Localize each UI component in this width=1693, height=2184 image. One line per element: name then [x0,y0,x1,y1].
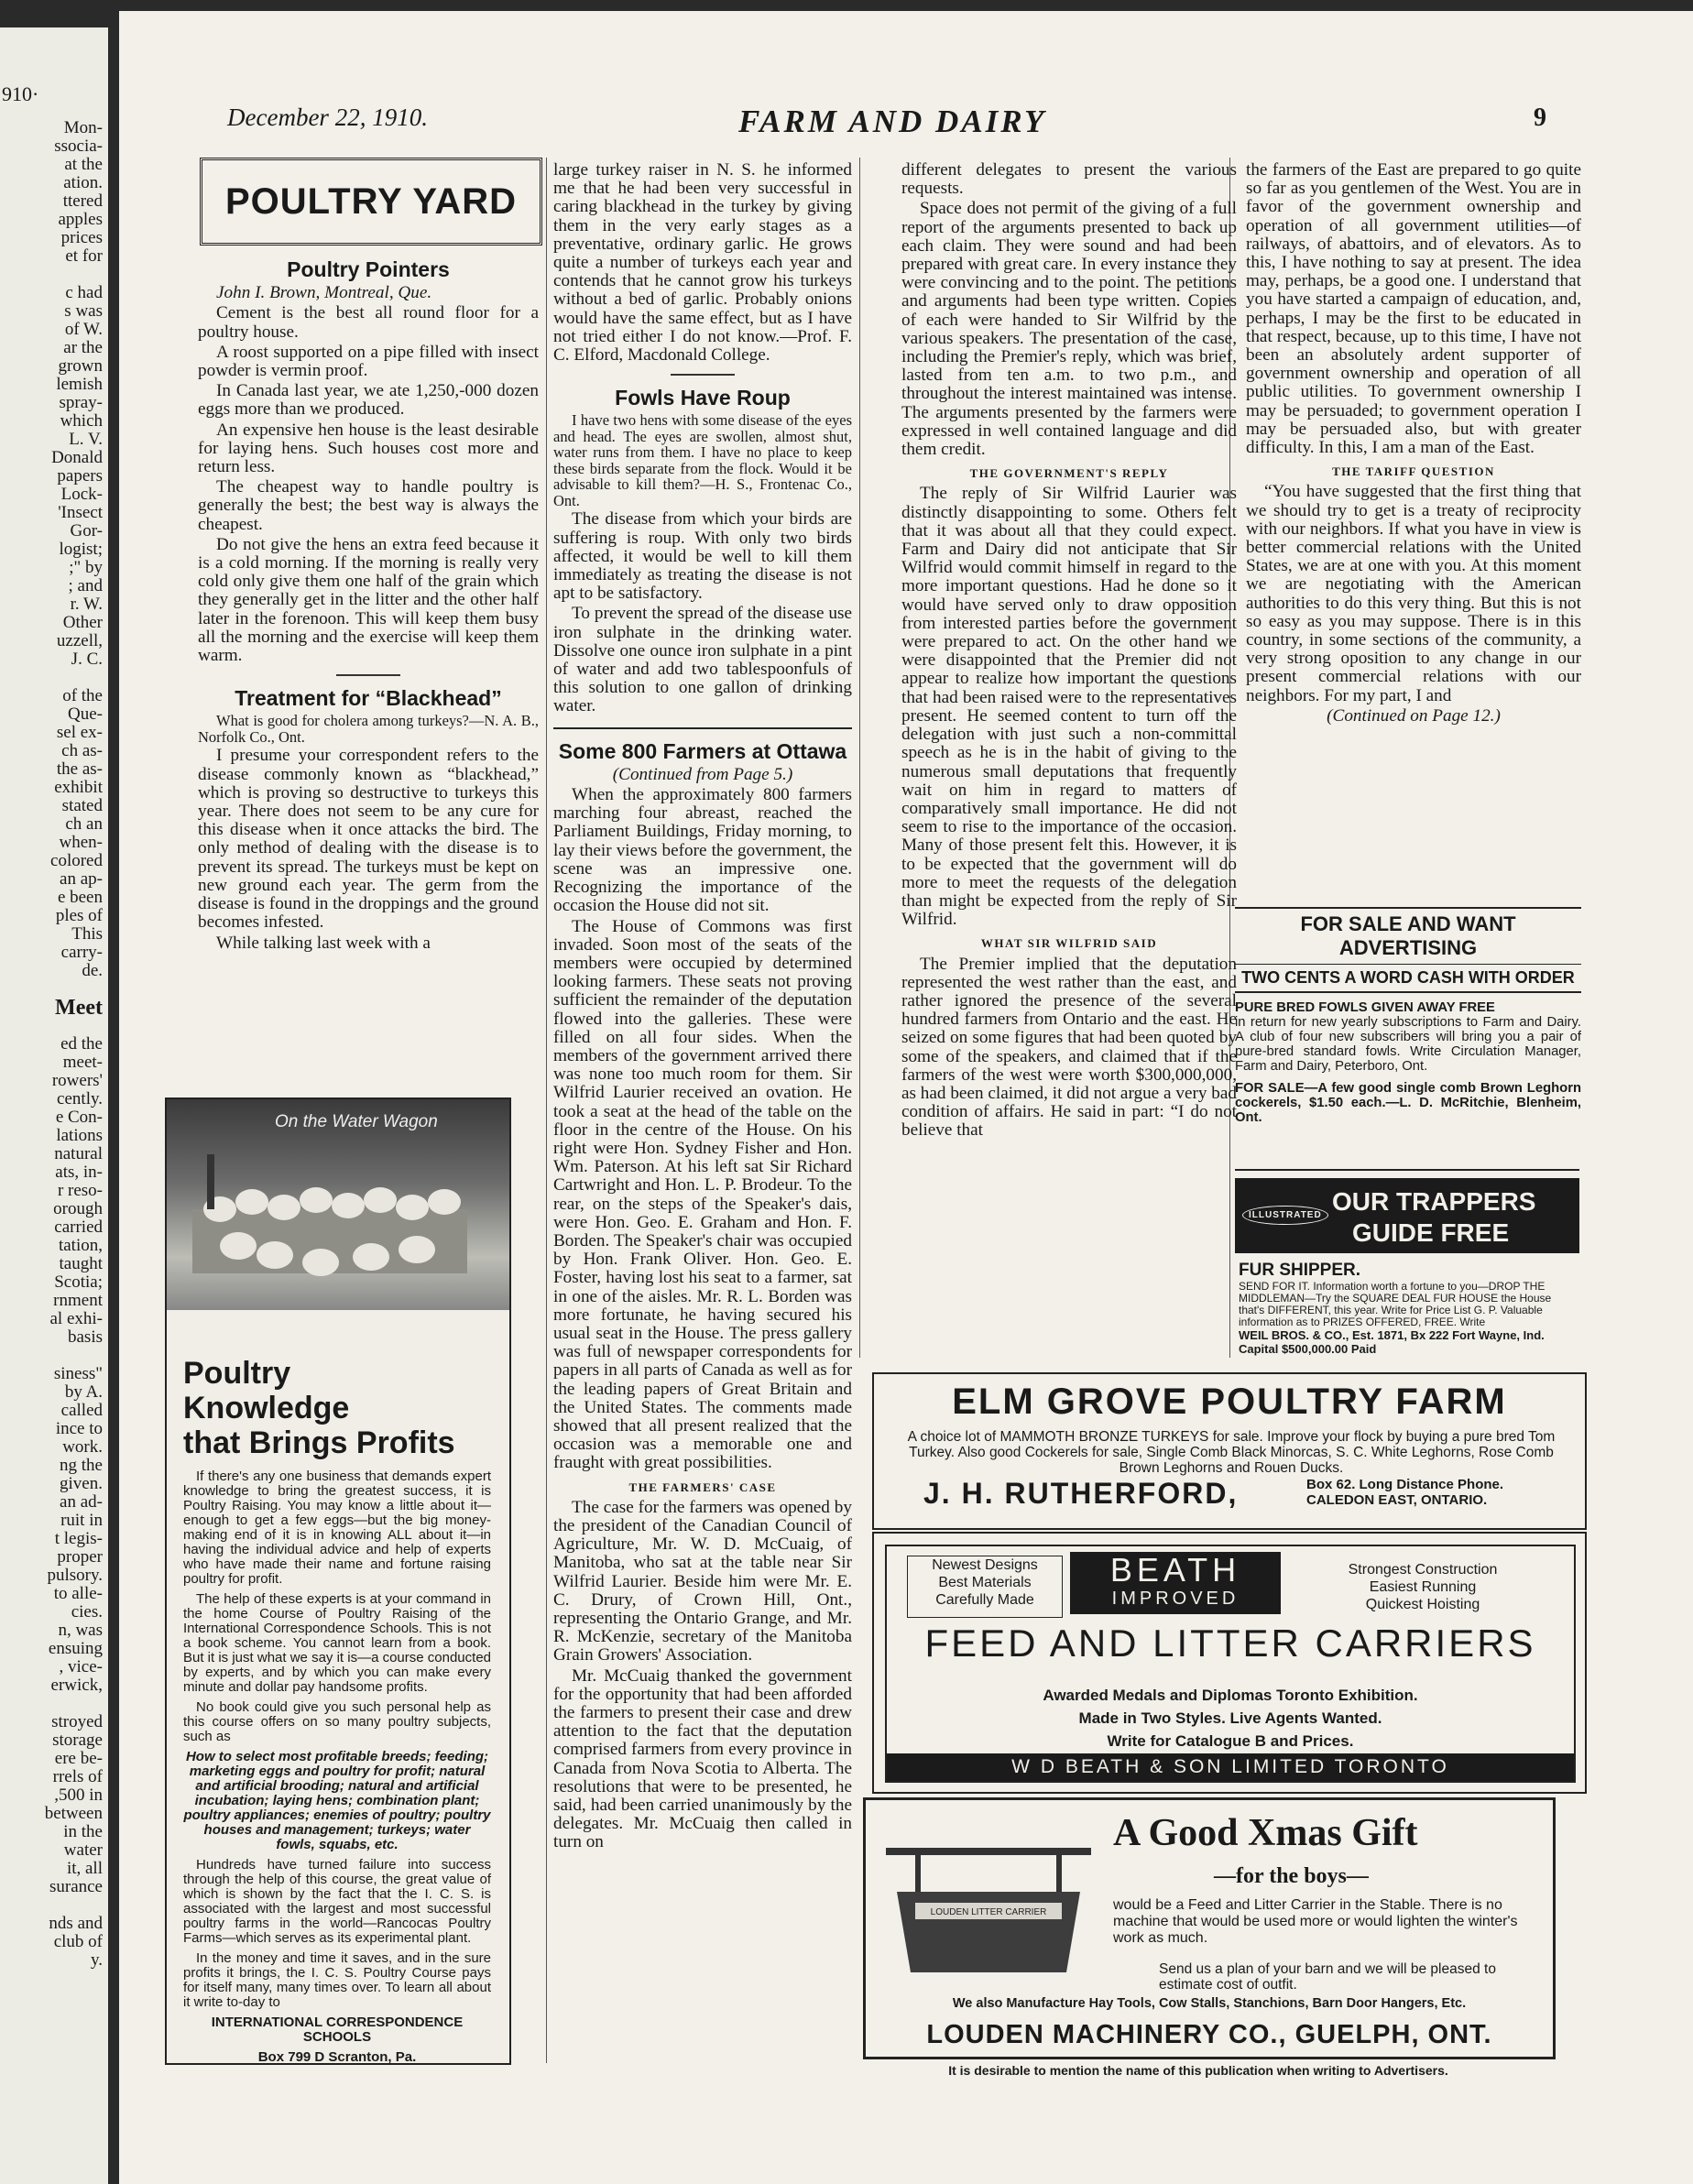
previous-page-line: in the [63,1822,103,1841]
paragraph: The disease from which your birds are suffering is roup. With only two birds affected, it would be well to kill them immediately as treating the disease is not apt to be satisfactory. [553,509,852,604]
previous-page-line: , vice- [59,1657,103,1676]
louden-also: We also Manufacture Hay Tools, Cow Stalls, Stanchions, Barn Door Hangers, Etc. [952,1996,1467,2011]
previous-page-line: Gor- [70,521,103,541]
beath-brand: BEATH [1109,1551,1241,1589]
paragraph: The cheapest way to handle poultry is generally the best; the best way is always the cheapest. [198,477,539,534]
feature: Newest Designs [932,1557,1038,1573]
advertiser-note: It is desirable to mention the name of this publication when writing to Advertisers. [948,2063,1448,2078]
paragraph: Mr. McCuaig thanked the government for the opportunity that had been afforded the farmers to present their case and drew attention to the fact that the deputation comprised farmers from every province in Canada from Nova Scotia to Alberta. The resolutions that were to be presented, he said, had been carried unanimously by the delegates. Mr. McCuaig then called in turn on [553,1665,852,1852]
previous-page-line: to alle- [53,1584,103,1603]
paragraph: The reply of Sir Wilfrid Laurier was distinctly disappointing to some. Others felt that it was about all that they could expect. Farm and Dairy did not anticipate that Sir Wilfrid would commit himself in regard to the more important questions. Had he done so it would have served only to draw opposition from interested parties before the government were prepared to act. On the other hand we were disappointed that the Premier did not appear to realize how important the questions that had been raised were to the representatives present. He seemed content to turn off the delegation with just such a non-committal speech as he is in the habit of giving to the numerous small deputations that frequently wait on him in regard to matters of comparatively small importance. He did not seem to rise to the importance of the occasion. Many of those present felt this. However, it is to be expected that the government will do more to meet the requests of the delegation than might be expected from the reply of Sir Wilfrid. [901,484,1237,930]
previous-page-line: exhibit [54,778,103,797]
section-divider [553,727,852,729]
previous-page-line [0,1017,103,1035]
paragraph: The case for the farmers was opened by the president of the Canadian Council of Agriculture, Mr. W. D. McCuaig, of Manitoba, who sat at the table near Sir Wilfrid Laurier. Beside him were Mr. E. C. Drury, of Crown Hill, Ont., representing the Ontario Grange, and Mr. R. McKenzie, secretary of the Manitoba Grain Growers' Association. [553,1497,852,1665]
trappers-guide-ad [1235,1169,1579,1354]
address-line: CALEDON EAST, ONTARIO. [1306,1492,1488,1508]
paragraph: Cement is the best all round floor for a poultry house. [198,303,539,342]
page-header [227,96,1565,142]
previous-page-line: Donald [51,448,103,467]
previous-page-line: s was [64,301,103,321]
previous-page-line: ,500 in [54,1785,103,1805]
weil-name: WEIL BROS. & CO., Est. 1871, Bx 222 Fort Wayne, Ind. [1239,1328,1545,1342]
louden-company: LOUDEN MACHINERY CO., GUELPH, ONT. [926,2020,1492,2049]
previous-page-line: ;" by [69,558,103,577]
previous-page-line: uzzell, [56,631,103,650]
litter-carrier-illustration [879,1844,1098,1982]
previous-page-line: Mon- [63,118,103,137]
previous-page-line: 'Insect [58,503,103,522]
previous-page-line: stated [61,796,103,815]
paragraph: Space does not permit of the giving of a full report of the arguments presented to back up each claim. They were sound and had been prepared with great care. In every instance they were convincing and to the point. The petitions and arguments had been type written. Copies of each were handed to Sir Wilfrid by the various speakers. The presentation of the case, including the Premier's reply, which was brief, lasted from ten a.m. to two p.m., and throughout the interest maintained was intense. The arguments presented by the farmers were expressed in well contained language and did them credit. [901,199,1237,460]
blackhead-question: What is good for cholera among turkeys?—N. A. B., Norfolk Co., Ont. [198,712,539,746]
previous-page-line: n, was [58,1621,103,1640]
award-line: Write for Catalogue B and Prices. [1107,1732,1354,1750]
paragraph: No book could give you such personal help as this course offers on so many poultry subjects, such as [183,1699,491,1744]
previous-page-line: rnment [53,1291,103,1310]
previous-page-line: lemish [56,375,103,394]
paragraph: While talking last week with a [216,933,431,953]
trappers-banner [1235,1178,1579,1253]
roup-question: I have two hens with some disease of the eyes and head. The eyes are swollen, almost shut, water runs from them. I have no place to keep these birds separate from the flock. Would it be advisable to kill them?—H. S., Frontenac Co., Ont. [553,411,852,509]
previous-page-line: tation, [58,1236,103,1255]
ad-title: PURE BRED FOWLS GIVEN AWAY FREE [1235,1000,1495,1015]
wilfrid-said-head: WHAT SIR WILFRID SAID [980,936,1158,951]
previous-page-line: by A. [64,1382,103,1402]
previous-page-line: ch an [65,814,103,834]
previous-page-line: rowers' [51,1071,103,1090]
previous-page-line: an ap- [60,869,103,889]
previous-page-line: ats, in- [55,1163,103,1182]
previous-page-line: spray- [59,393,103,412]
louden-headline: A Good Xmas Gift [1113,1812,1418,1854]
issue-date: December 22, 1910. [227,104,428,131]
previous-page-line: when- [59,833,103,852]
previous-page-line: ch as- [61,741,103,760]
continued-note: (Continued on Page 12.) [1327,705,1501,726]
paragraph: An expensive hen house is the least desirable for laying hens. Such houses cost more and return less. [198,420,539,477]
previous-page-line: ssocia- [54,136,103,156]
previous-page-line [0,1347,103,1365]
previous-page-line: pulsory. [47,1566,103,1585]
previous-page-line: L. V. [69,430,103,449]
section-divider [671,374,735,376]
previous-page-line: t legis- [54,1529,103,1548]
classified-ad: FOR SALE—A few good single comb Brown Leghorn cockerels, $1.50 each.—L. D. McRitchie, Blenheim, Ont. [1235,1081,1581,1125]
beath-features-left [907,1556,1063,1618]
paragraph: The help of these experts is at your command in the home Course of Poultry Raising of the International Correspondence Schools. This is not a book scheme. You cannot learn from a book. But it is just what we say it is—a course conducted by experts, and by which you can make every minute and dollar pay handsome profits. [183,1591,491,1695]
previous-page-line: lations [56,1126,103,1145]
previous-page-line: water [63,1840,103,1860]
elm-grove-address [1306,1477,1503,1508]
feature: Quickest Hoisting [1365,1597,1480,1612]
previous-page-line: ensuing [48,1639,103,1658]
previous-page-line: J. C. [71,650,103,669]
paragraph: The House of Commons was first invaded. Soon most of the seats of the members were occupied by determined looking farmers. These seats not proving sufficient the remainder of the deputation flowed into the galleries. These were filled on all four sides. When the members of the government arrived there was none too much room for them. Sir Wilfrid Laurier received an ovation. He took a seat at the head of the table on the floor in the centre of the House. On his right were Hon. Sydney Fisher and Hon. Wm. Paterson. At his left sat Sir Richard Cartwright and Hon. L. P. Brodeur. To the rear, on the steps of the Speaker's dais, were Hon. Geo. E. Graham and Hon. F. Borden. The Speaker's chair was occupied by Hon. Frank Oliver. Hon. Geo. E. Foster, having lost his seat to a farmer, sat in one of the aisles. Mr. R. L. Borden was more fortunate, he having secured his usual seat in the House. The press gallery was full of newspaper correspondents for papers in all parts of Canada as well as for the leading papers of Great Britain and the United States. The comments made showed that all present realized that the occasion was a memorable one and fraught with great possibilities. [553,916,852,1473]
beath-company: W D BEATH & SON LIMITED TORONTO [887,1753,1574,1781]
previous-page-line: the as- [56,759,103,779]
previous-page-line: Scotia; [54,1272,103,1292]
previous-page-line: ation. [63,173,103,192]
previous-page-line: orough [53,1199,103,1218]
page-number: 9 [1534,104,1546,132]
previous-page-line: ince to [55,1419,103,1438]
previous-page-line [0,1695,103,1713]
paragraph: A roost supported on a pipe filled with insect powder is vermin proof. [198,342,539,381]
previous-page-line: called [60,1401,103,1420]
column-1 [198,253,539,955]
previous-page-line: Que- [68,704,103,724]
previous-page-line [0,669,103,687]
ad-text: in return for new yearly subscriptions to Farm and Dairy. A club of four new subscribers will bring you a pair of pure-bred standard fowls. Write Circulation Manager, Farm and Dairy, Peterboro, Ont. [1235,1015,1581,1074]
ics-poultry-ad [165,1097,511,2065]
paragraph: Do not give the hens an extra feed because it is a cold morning. If the morning is really very cold only give them one half of the grain which they generally get in the litter and the other half later in the forenoon. This will keep them busy all the morning and the exercise will keep them warm. [198,534,539,666]
classified-rate: TWO CENTS A WORD CASH WITH ORDER [1235,965,1581,993]
water-wagon-photo [167,1099,509,1310]
headline-line: Knowledge [183,1391,350,1425]
fur-shipper: FUR SHIPPER. [1239,1261,1361,1280]
award-line: Made in Two Styles. Live Agents Wanted. [1078,1709,1382,1727]
previous-page-edge [0,27,108,2184]
photo-caption: On the Water Wagon [275,1112,438,1131]
previous-page-line: of W. [64,320,103,339]
previous-page-line: work. [62,1437,103,1457]
previous-page-line: ples of [55,906,103,925]
paragraph: If there's any one business that demands expert knowledge to bring the greatest success, it is Poultry Raising. You may know a little about it—enough to get a few eggs—but the big money-making end of it is in knowing ALL about it—in having the individual advice and help of experts who have made their name and fortune raising poultry for profit. [183,1469,491,1587]
previous-page-line: nds and [49,1914,103,1933]
hens-illustration [183,1154,486,1292]
paragraph: When the approximately 800 farmers marching four abreast, reached the Parliament Buildings, Friday morning, to lay their views before the government, the scene was an impressive one. Recognizing the importance of the occasion the House did not sit. [553,785,852,916]
paragraph: different delegates to present the various requests. [901,160,1237,199]
previous-page-line: Lock- [60,485,103,504]
section-divider [336,674,400,676]
elm-grove-ad [872,1372,1587,1530]
headline-line: Poultry [183,1356,291,1391]
previous-page-line: al exhi- [49,1309,103,1328]
beath-product: FEED AND LITTER CARRIERS [924,1622,1536,1665]
previous-page-line [0,266,103,284]
headline-line: that Brings Profits [183,1425,455,1460]
previous-page-line: ruit in [60,1511,103,1530]
trappers-line: OUR TRAPPERS [1332,1187,1536,1216]
previous-page-line: papers [57,466,103,486]
blackhead-title: Treatment for “Blackhead” [235,686,502,711]
previous-page-line: cently. [57,1089,103,1108]
course-subjects: How to select most profitable breeds; feeding; marketing eggs and poultry for profit; natural and artificial brooding; natural and artificial incubation; laying hens; combination plant; poultry appliances; enemies of poultry; poultry houses and management; turkeys; water fowls, squabs, etc. [183,1749,491,1852]
elm-grove-desc: A choice lot of MAMMOTH BRONZE TURKEYS for sale. Improve your flock by buying a pure bred Tom Turkey. Also good Cockerels for sale, Single Comb Black Minorcas, S. C. White Leghorns, Rose Comb Brown Leghorns and Rouen Ducks. [907,1429,1556,1476]
feature: Best Materials [938,1575,1032,1590]
previous-page-line: This [71,924,103,944]
beath-brand-box [1070,1552,1281,1614]
elm-grove-title: ELM GROVE POULTRY FARM [952,1381,1507,1422]
previous-page-line: erwick, [50,1676,103,1695]
previous-page-line: carry- [60,943,103,962]
paragraph: large turkey raiser in N. S. he informed me that he had been very successful in caring blackhead in the turkey by giving them in the very early stages as a preventative, ordinary garlic. He grows quite a number of turkeys each year and contends that he cannot grow his turkeys without a bed of garlic. Probably onions would have the same effect, but as I have not tried either I do not know.—Prof. F. C. Elford, Macdonald College. [553,160,852,366]
address-line: Box 62. Long Distance Phone. [1306,1477,1504,1492]
previous-page-line: ttered [62,191,103,211]
beath-features-right [1290,1561,1556,1613]
column-rule [859,158,860,1358]
farmers-case-head: THE FARMERS' CASE [628,1480,777,1494]
paragraph: the farmers of the East are prepared to go quite so far as you gentlemen of the West. You are in favor of the government ownership and operation of all government utilities—of railways, of abattoirs, and of elevators. As to this, I have nothing to say at present. The idea may, perhaps, be a good one. I understand that you have started a campaign of education, and, perhaps, I may be the first to be educated in that respect, because, up to this time, I have not been an absolutely ardent supporter of government ownership and operation of all public utilities. To government ownership I may be persuaded; to government operation I may be persuaded also, but with greater difficulty. In this, I am a man of the East. [1246,160,1581,458]
previous-page-line: given. [60,1474,103,1493]
previous-page-line: Other [62,613,103,632]
previous-page-line: at the [64,155,103,174]
previous-page-text [0,119,103,1970]
paragraph: Hundreds have turned failure into success through the help of this course, the great value of which is shown by the fact that the I. C. S. is associated with the largest and most successful poultry farms in the world—Rancocas Poultry Farms—which serves as its experimental plant. [183,1857,491,1946]
previous-page-number: 910· [2,82,39,105]
previous-page-line: ar the [63,338,103,357]
previous-page-line: which [60,411,103,431]
previous-page-line: e been [57,888,103,907]
previous-page-line: ed the [60,1034,103,1054]
column-2 [553,161,852,1854]
ottawa-title: Some 800 Farmers at Ottawa [558,738,847,763]
fur-text: SEND FOR IT. Information worth a fortune to you—DROP THE MIDDLEMAN—Try the SQUARE DEAL FUR HOUSE the House that's DIFFERENT, this year. Write for Price List G. P. Valuable information as to PRIZES OFFERED, FREE. Write [1239,1280,1552,1328]
paragraph: In the money and time it saves, and in the sure profits it brings, the I. C. S. Poultry Course pays for itself many, many times over. To learn all about it write to-day to [183,1950,491,2010]
beath-awards [887,1684,1574,1753]
beath-improved: IMPROVED [1111,1589,1240,1609]
previous-page-line: it, all [66,1859,103,1878]
poultry-yard-title: POULTRY YARD [225,180,517,222]
paragraph: In Canada last year, we ate 1,250,-000 dozen eggs more than we produced. [198,381,539,420]
previous-page-line: siness" [53,1364,103,1383]
previous-page-line: taught [59,1254,103,1273]
poultry-pointers-title: Poultry Pointers [287,257,450,281]
previous-page-line: an ad- [60,1492,103,1512]
ics-address: Box 799 D Scranton, Pa. [257,2049,417,2065]
previous-page-line: c had [65,283,103,302]
previous-page-line: club of [53,1932,103,1951]
classified-ad [1235,1000,1581,1074]
elm-grove-owner: J. H. RUTHERFORD, [923,1477,1239,1510]
previous-page-line: rrels of [52,1767,103,1786]
cart-label: LOUDEN LITTER CARRIER [930,1907,1047,1917]
ics-headline [183,1356,455,1460]
previous-page-line: of the [62,686,103,705]
previous-page-line: Meet [55,996,103,1020]
paragraph: To prevent the spread of the disease use iron sulphate in the drinking water. Dissolve one ounce iron sulphate in a pint of water and add two tablespoonfuls of this solution to one gallon of drinking water. [553,604,852,716]
louden-subhead: —for the boys— [1214,1864,1369,1888]
feature: Easiest Running [1369,1579,1477,1595]
paper-name: FARM AND DAIRY [738,104,1047,139]
louden-text: Send us a plan of your barn and we will be pleased to estimate cost of outfit. [1159,1961,1496,1993]
previous-page-line: ; and [68,576,103,595]
paragraph: I presume your correspondent refers to the disease commonly known as “blackhead,” which is proving so destructive to turkeys this year. There does not seem to be any cure for this disease when it once attacks the bird. The only method of dealing with the disease is to prevent its spread. The turkeys must be kept on new ground each year. The germ from the disease is found in the droppings and the ground becomes infested. [198,746,539,933]
government-reply-head: THE GOVERNMENT'S REPLY [969,466,1169,481]
previous-page-line: between [44,1804,103,1823]
previous-page-line: et for [65,246,103,266]
previous-page-line: cies. [71,1602,103,1622]
roup-title: Fowls Have Roup [615,386,791,410]
previous-page-line: sel ex- [56,723,103,742]
previous-page-line: carried [54,1218,103,1237]
paragraph: The Premier implied that the deputation represented the west rather than the east, and rather ignored the presence of the several hundred farmers from Ontario and the east. He seized on some figures that had been quoted by some of the speakers, and claimed that if the farmers of the west were worth $300,000,000, as had been claimed, it did not argue a very bad condition of affairs. He said in part: “I do not believe that [901,954,1237,1141]
previous-page-line: prices [60,228,103,247]
classified-title: FOR SALE AND WANT ADVERTISING [1235,907,1581,965]
previous-page-line: de. [82,961,103,980]
column-3 [901,161,1237,1142]
award-line: Awarded Medals and Diplomas Toronto Exhibition. [1043,1687,1418,1704]
poultry-yard-banner [200,158,542,246]
previous-page-line: ng the [60,1456,103,1475]
ics-body [183,1469,491,2065]
beath-carriers-ad [872,1532,1587,1794]
beath-frame [885,1545,1576,1783]
previous-page-line [0,1896,103,1915]
weil-capital: Capital $500,000.00 Paid [1239,1342,1377,1356]
previous-page-line: y. [90,1950,103,1970]
previous-page-line: basis [68,1327,103,1347]
previous-page-line: logist; [59,540,103,559]
ottawa-continued: (Continued from Page 5.) [612,764,793,784]
previous-page-line: r reso- [57,1181,103,1200]
column-4 [1246,161,1581,727]
trappers-line: GUIDE FREE [1352,1218,1510,1247]
paragraph: “You have suggested that the first thing that we should try to get is a treaty of reciprocity with our neighbors. If what you have in view is better commercial relations with the United States, we are at one with you. At this moment we are negotiating with the American authorities to do this very thing. But this is not so easy as you may suppose. There is in this country, in some sections of the community, a very strong oposition to any change in our present commercial relations with our neighbors. For my part, I and [1246,482,1581,705]
poultry-pointers-byline: John I. Brown, Montreal, Que. [216,283,432,303]
louden-ad [863,1797,1556,2059]
previous-page-line: natural [54,1144,103,1163]
previous-page-line: r. W. [70,595,103,614]
feature: Carefully Made [935,1592,1034,1608]
illustrated-badge: ILLUSTRATED [1242,1206,1328,1225]
previous-page-line: proper [57,1547,103,1567]
previous-page-line: ere be- [54,1749,103,1768]
weil-address [1239,1328,1545,1356]
previous-page-line: storage [52,1731,103,1750]
previous-page-line: stroyed [51,1712,103,1731]
previous-page-line: meet- [62,1053,103,1072]
previous-page-line: apples [58,210,103,229]
column-rule [546,158,547,2063]
previous-page-line: colored [50,851,103,870]
previous-page-line: surance [49,1877,103,1896]
previous-page-line: e Con- [55,1108,103,1127]
ics-company: INTERNATIONAL CORRESPONDENCE SCHOOLS [211,2015,464,2045]
previous-page-line: grown [58,356,103,376]
feature: Strongest Construction [1348,1562,1498,1578]
tariff-head: THE TARIFF QUESTION [1332,464,1495,479]
louden-text: would be a Feed and Litter Carrier in the Stable. There is no machine that would be used more or would lighten the winter's work as much. [1113,1897,1518,1946]
classified-ads [1235,907,1581,1132]
